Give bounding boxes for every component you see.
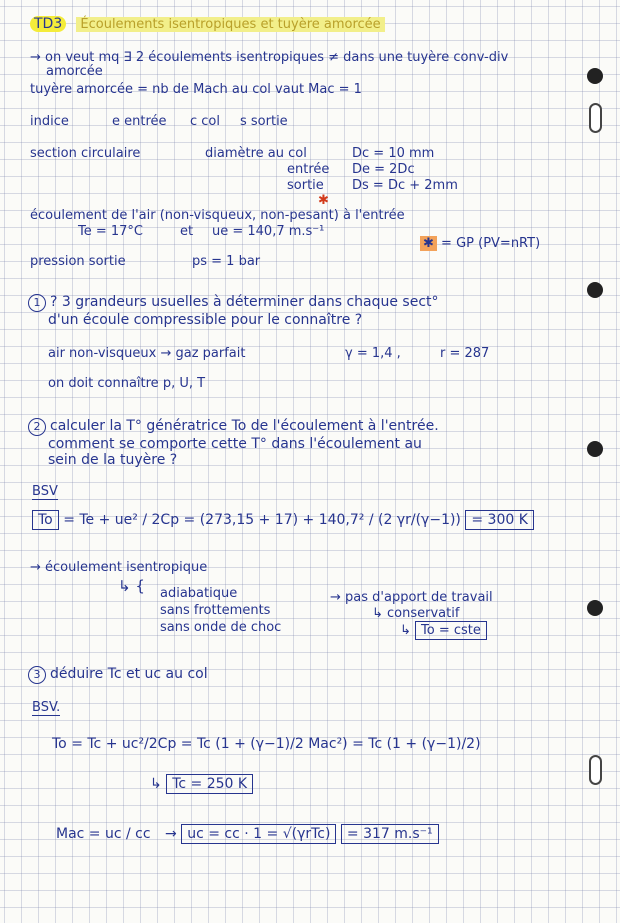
q1-line-2: d'un écoule compressible pour le connaître ?	[48, 312, 363, 328]
index-exit: s sortie	[240, 114, 288, 129]
q1-gamma: γ = 1,4 ,	[345, 346, 401, 361]
binder-hole	[587, 68, 603, 84]
de-value: De = 2Dc	[352, 162, 415, 177]
q2-number: 2	[28, 418, 46, 436]
section-label: section circulaire	[30, 146, 141, 161]
ue-value: ue = 140,7 m.s⁻¹	[212, 224, 325, 239]
dc-value: Dc = 10 mm	[352, 146, 435, 161]
header-title: Écoulements isentropiques et tuyère amorcée	[76, 17, 384, 32]
diameter-label: diamètre au col	[205, 146, 307, 161]
intro-line-1b: amorcée	[46, 64, 103, 79]
exit-label: sortie	[287, 178, 324, 193]
binder-slot	[589, 103, 602, 133]
intro-line-2: tuyère amorcée = nb de Mach au col vaut Mac = 1	[30, 82, 362, 97]
q2-to-box: To	[32, 510, 59, 530]
index-label: indice	[30, 114, 69, 129]
q2-r1: → pas d'apport de travail	[330, 590, 493, 605]
q1-number: 1	[28, 294, 46, 312]
q1-r: r = 287	[440, 346, 490, 361]
q1-line-4: on doit connaître p, U, T	[48, 376, 206, 391]
q2-equation	[32, 512, 534, 528]
q2-b2: sans frottements	[160, 603, 271, 618]
header-tag: TD3	[30, 16, 66, 32]
header	[30, 16, 385, 33]
index-col: c col	[190, 114, 220, 129]
q2-line-2: comment se comporte cette T° dans l'écoulement au	[48, 436, 422, 452]
q1-line-1	[28, 294, 439, 312]
q3-uc-result: = 317 m.s⁻¹	[341, 824, 439, 844]
q2-to-cste: To = cste	[415, 621, 487, 640]
gp-text: = GP (PV=nRT)	[441, 236, 541, 251]
q2-b3: sans onde de choc	[160, 620, 282, 635]
asterisk-highlight: ✱	[420, 236, 437, 251]
ds-value: Ds = Dc + 2mm	[352, 178, 458, 193]
q2-text-1: calculer la T° génératrice To de l'écoulement à l'entrée.	[50, 418, 439, 434]
asterisk-mark: ✱	[318, 193, 329, 208]
q3-eq1: To = Tc + uc²/2Cp = Tc (1 + (γ−1)/2 Mac²) = Tc (1 + (γ−1)/2)	[52, 736, 481, 752]
ps-value: ps = 1 bar	[192, 254, 261, 269]
flow-description: écoulement de l'air (non-visqueux, non-pesant) à l'entrée	[30, 208, 405, 223]
q2-bsv: BSV	[32, 484, 58, 499]
q2-line-1	[28, 418, 439, 436]
q3-uc-box: uc = cc · 1 = √(γrTc)	[181, 824, 336, 844]
binder-hole	[587, 282, 603, 298]
q2-arrow: ↳ {	[118, 577, 145, 595]
intro-line-1: → on veut mq ∃ 2 écoulements isentropiques ≠ dans une tuyère conv-div	[30, 50, 509, 65]
gp-note	[420, 236, 540, 252]
exit-pressure-label: pression sortie	[30, 254, 126, 269]
q2-r2: ↳ conservatif	[372, 606, 460, 621]
q3-line-1	[28, 666, 208, 684]
q3-tc-box: Tc = 250 K	[166, 774, 253, 794]
q2-isentropic: → écoulement isentropique	[30, 560, 208, 575]
q2-b1: adiabatique	[160, 586, 238, 601]
q2-line-3: sein de la tuyère ?	[48, 452, 178, 468]
q3-mac: Mac = uc / cc	[56, 826, 151, 842]
q1-line-3a: air non-visqueux → gaz parfait	[48, 346, 246, 361]
binder-slot	[589, 755, 602, 785]
q2-r3-wrap: ↳ To = cste	[400, 623, 487, 639]
entry-label: entrée	[287, 162, 330, 177]
binder-hole	[587, 441, 603, 457]
q1-text-1: ? 3 grandeurs usuelles à déterminer dans chaque sect°	[50, 294, 439, 310]
q3-bsv: BSV.	[32, 700, 61, 715]
binder-hole	[587, 600, 603, 616]
q3-tc-wrap: ↳ Tc = 250 K	[150, 776, 253, 792]
te-value: Te = 17°C	[78, 224, 144, 239]
q2-result-box: = 300 K	[465, 510, 534, 530]
and-word: et	[180, 224, 194, 239]
q3-number: 3	[28, 666, 46, 684]
index-entry: e entrée	[112, 114, 167, 129]
q3-eq2: Mac = uc / cc → uc = cc · 1 = √(γrTc) = 317 m.s⁻¹	[56, 826, 439, 842]
q2-eq-mid: = Te + ue² / 2Cp = (273,15 + 17) + 140,7² / (2 γr/(γ−1))	[63, 512, 461, 528]
q3-title: déduire Tc et uc au col	[50, 666, 208, 682]
